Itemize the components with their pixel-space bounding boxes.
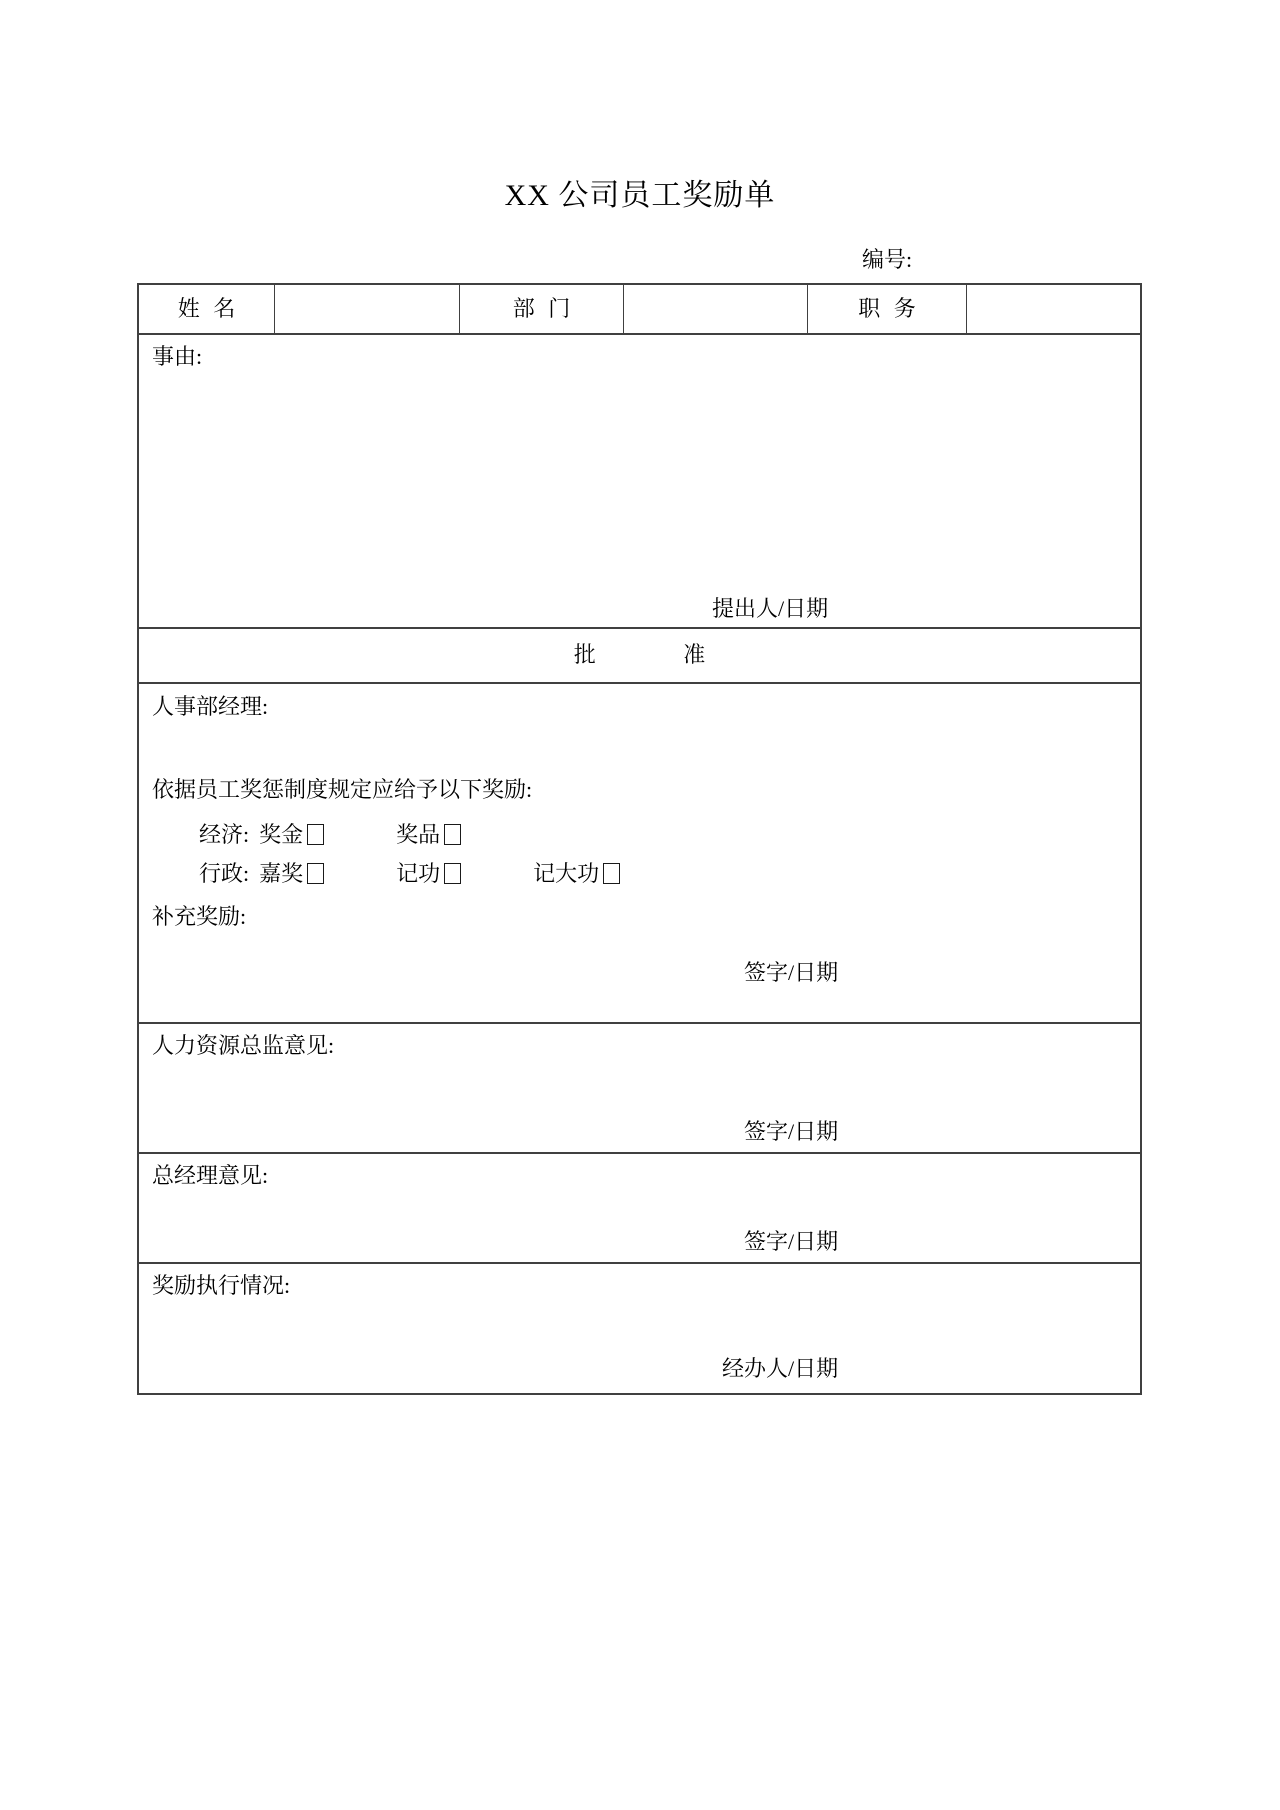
employee-info-row (139, 285, 1140, 335)
option-merit (396, 861, 461, 886)
merit-checkbox[interactable] (444, 863, 461, 884)
general-manager-label: 总经理意见: (152, 1163, 269, 1188)
hr-director-sign-date-label: 签字/日期 (744, 1118, 839, 1144)
execution-section (139, 1264, 1140, 1393)
hr-manager-section (139, 684, 1140, 1024)
option-prize-item-label: 奖品 (396, 822, 441, 847)
general-manager-content-area[interactable] (143, 1196, 1136, 1228)
option-major-merit-label: 记大功 (533, 861, 600, 886)
execution-label: 奖励执行情况: (152, 1273, 291, 1298)
reward-form-table (137, 283, 1142, 1395)
reason-label: 事由: (152, 344, 203, 369)
option-commendation-label: 嘉奖 (259, 861, 304, 886)
department-label: 部 门 (460, 285, 624, 333)
position-label: 职 务 (808, 285, 967, 333)
administrative-label: 行政: (199, 861, 250, 886)
option-prize-item (396, 822, 461, 847)
approval-title: 批 准 (573, 642, 706, 668)
option-bonus-money-label: 奖金 (259, 822, 304, 847)
reason-content-area[interactable] (143, 377, 1136, 593)
general-manager-sign-date-label: 签字/日期 (744, 1228, 839, 1254)
position-value-cell[interactable] (967, 285, 1140, 333)
name-value-cell[interactable] (275, 285, 460, 333)
administrative-options-row (199, 861, 620, 887)
name-label: 姓 名 (139, 285, 275, 333)
major-merit-checkbox[interactable] (603, 863, 620, 884)
reward-policy-text: 依据员工奖惩制度规定应给予以下奖励: (152, 777, 533, 802)
option-major-merit (533, 861, 620, 886)
general-manager-section (139, 1154, 1140, 1264)
option-bonus-money (259, 822, 324, 847)
serial-number-label: 编号: (862, 247, 913, 272)
proposer-date-label: 提出人/日期 (712, 595, 829, 621)
economic-label: 经济: (199, 822, 250, 847)
supplement-reward-label: 补充奖励: (152, 904, 247, 929)
execution-content-area[interactable] (143, 1306, 1136, 1359)
reason-section (139, 335, 1140, 629)
prize-item-checkbox[interactable] (444, 824, 461, 845)
hr-manager-label: 人事部经理: (152, 694, 269, 719)
hr-director-section (139, 1024, 1140, 1154)
department-value-cell[interactable] (624, 285, 808, 333)
document-title: XX 公司员工奖励单 (504, 179, 776, 212)
hr-manager-sign-date-label: 签字/日期 (744, 960, 839, 985)
hr-director-content-area[interactable] (143, 1066, 1136, 1118)
commendation-checkbox[interactable] (307, 863, 324, 884)
option-commendation (259, 861, 324, 886)
economic-options-row (199, 822, 461, 848)
bonus-money-checkbox[interactable] (307, 824, 324, 845)
handler-date-label: 经办人/日期 (722, 1355, 839, 1381)
hr-director-label: 人力资源总监意见: (152, 1033, 335, 1058)
approval-header-row (139, 629, 1140, 684)
option-merit-label: 记功 (396, 861, 441, 886)
